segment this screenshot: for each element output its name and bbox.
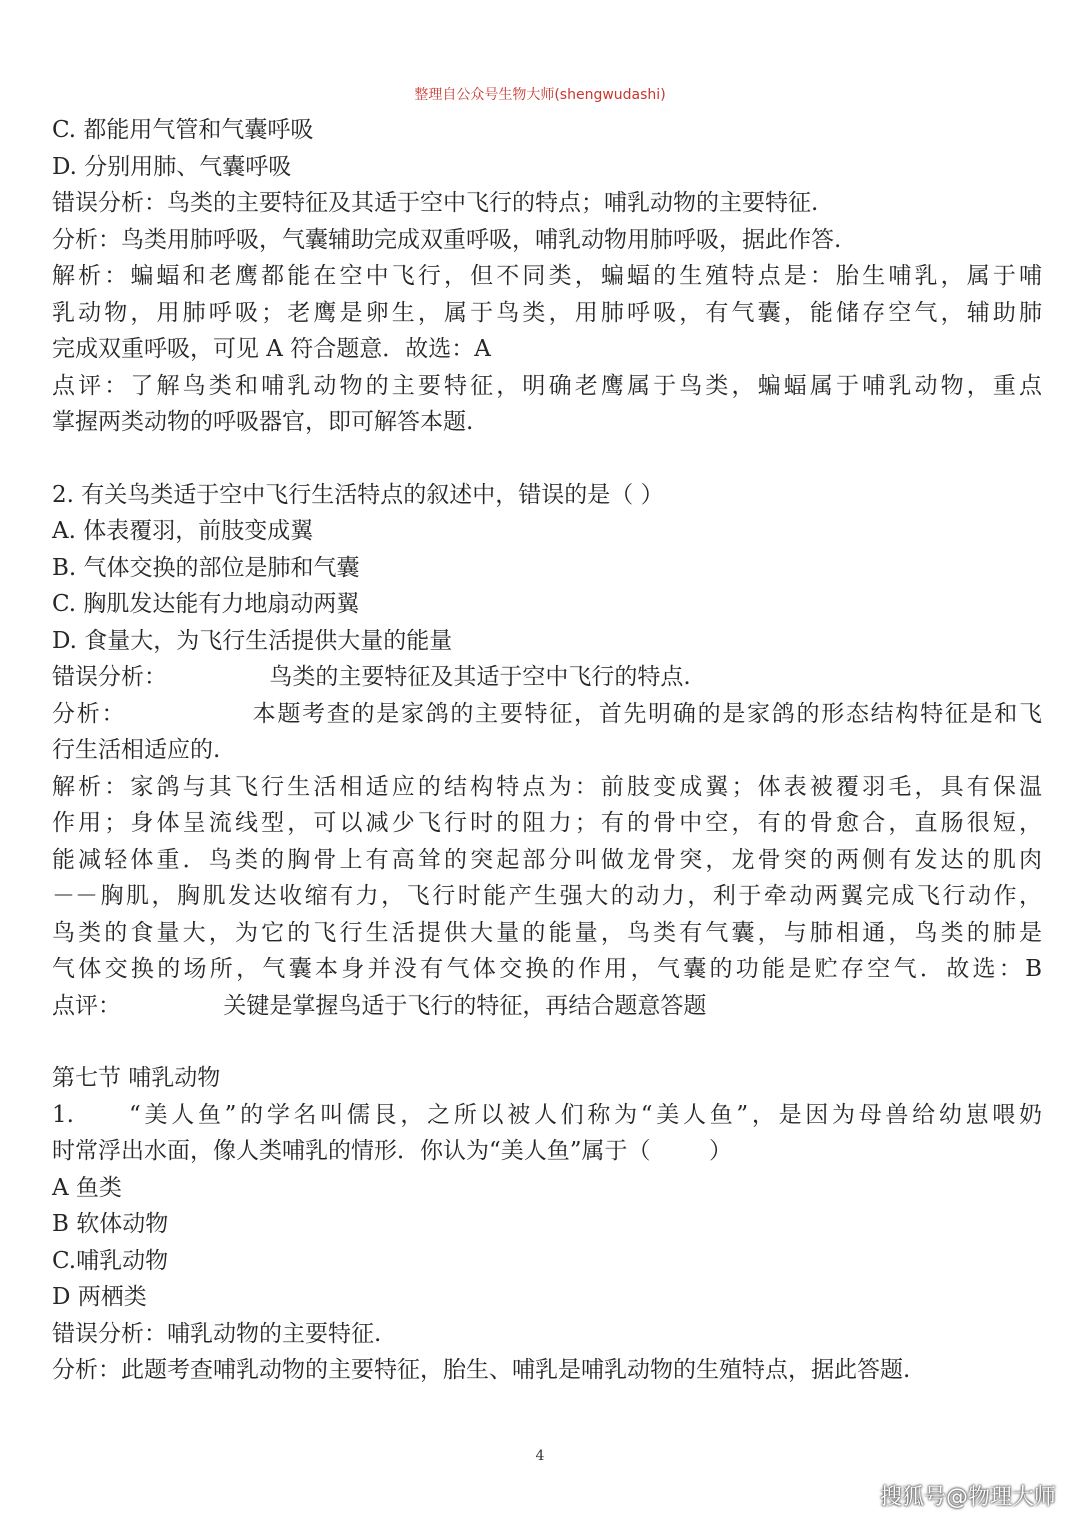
option-c: C.哺乳动物	[52, 1247, 169, 1274]
section-title: 第七节 哺乳动物	[52, 1065, 221, 1091]
spacer	[52, 1024, 1042, 1060]
analysis-line: 分析： 本题考查的是家鸽的主要特征，首先明确的是家鸽的形态结构特征是和飞	[52, 700, 1042, 727]
option-b: B. 气体交换的部位是肺和气囊	[52, 554, 360, 581]
solution-line: 解析：蝙蝠和老鹰都能在空中飞行，但不同类，蝙蝠的生殖特点是：胎生哺乳，属于哺	[52, 263, 1042, 289]
option-b: B 软体动物	[52, 1211, 169, 1237]
solution-line: 能减轻体重．鸟类的胸骨上有高耸的突起部分叫做龙骨突，龙骨突的两侧有发达的肌肉	[52, 846, 1042, 873]
solution-line: 鸟类的食量大，为它的飞行生活提供大量的能量，鸟类有气囊，与肺相通，鸟类的肺是	[52, 919, 1042, 946]
document-body	[52, 112, 1042, 1389]
comment-line: 点评：了解鸟类和哺乳动物的主要特征，明确老鹰属于鸟类，蝙蝠属于哺乳动物，重点	[52, 372, 1042, 399]
option-a: A 鱼类	[52, 1174, 122, 1201]
solution-line: 乳动物，用肺呼吸；老鹰是卵生，属于鸟类，用肺呼吸，有气囊，能储存空气，辅助肺	[52, 299, 1042, 326]
analysis: 分析：鸟类用肺呼吸，气囊辅助完成双重呼吸，哺乳动物用肺呼吸，据此作答.	[52, 226, 842, 253]
comment: 点评： 关键是掌握鸟适于飞行的特征，再结合题意答题	[52, 992, 707, 1019]
option-a: A. 体表覆羽，前肢变成翼	[52, 518, 314, 544]
error-analysis: 错误分析： 鸟类的主要特征及其适于空中飞行的特点.	[52, 664, 691, 690]
solution-line: 完成双重呼吸，可见 A 符合题意．故选：A	[52, 336, 491, 362]
question-stem: 1. “美人鱼”的学名叫儒艮，之所以被人们称为“美人鱼”，是因为母兽给幼崽喂奶	[52, 1101, 1042, 1128]
question-stem: 时常浮出水面，像人类哺乳的情形．你认为“美人鱼”属于（ ）	[52, 1138, 733, 1164]
comment-line: 掌握两类动物的呼吸器官，即可解答本题.	[52, 409, 474, 435]
page-header: 整理自公众号生物大师(shengwudashi)	[414, 87, 666, 103]
page-number: 4	[535, 1448, 545, 1464]
solution-line: 作用；身体呈流线型，可以减少飞行时的阻力；有的骨中空，有的骨愈合，直肠很短，	[52, 810, 1042, 836]
error-analysis: 错误分析：鸟类的主要特征及其适于空中飞行的特点；哺乳动物的主要特征.	[52, 190, 819, 216]
error-analysis: 错误分析：哺乳动物的主要特征.	[52, 1320, 382, 1347]
option-c: C. 都能用气管和气囊呼吸	[52, 117, 314, 143]
watermark: 搜狐号@物理大师	[880, 1485, 1057, 1510]
analysis-line: 行生活相适应的.	[52, 737, 221, 763]
solution-line: 气体交换的场所，气囊本身并没有气体交换的作用，气囊的功能是贮存空气．故选：B	[52, 956, 1042, 982]
option-d: D 两栖类	[52, 1284, 147, 1310]
spacer	[52, 441, 1042, 477]
solution-line: 解析：家鸽与其飞行生活相适应的结构特点为：前肢变成翼；体表被覆羽毛，具有保温	[52, 773, 1042, 800]
option-c: C. 胸肌发达能有力地扇动两翼	[52, 591, 360, 617]
option-d: D. 分别用肺、气囊呼吸	[52, 153, 292, 180]
solution-line: －－胸肌，胸肌发达收缩有力，飞行时能产生强大的动力，利于牵动两翼完成飞行动作，	[52, 883, 1042, 909]
question-stem: 2. 有关鸟类适于空中飞行生活特点的叙述中，错误的是（ ）	[52, 481, 664, 508]
analysis: 分析：此题考查哺乳动物的主要特征，胎生、哺乳是哺乳动物的生殖特点，据此答题.	[52, 1357, 911, 1383]
option-d: D. 食量大，为飞行生活提供大量的能量	[52, 627, 453, 654]
